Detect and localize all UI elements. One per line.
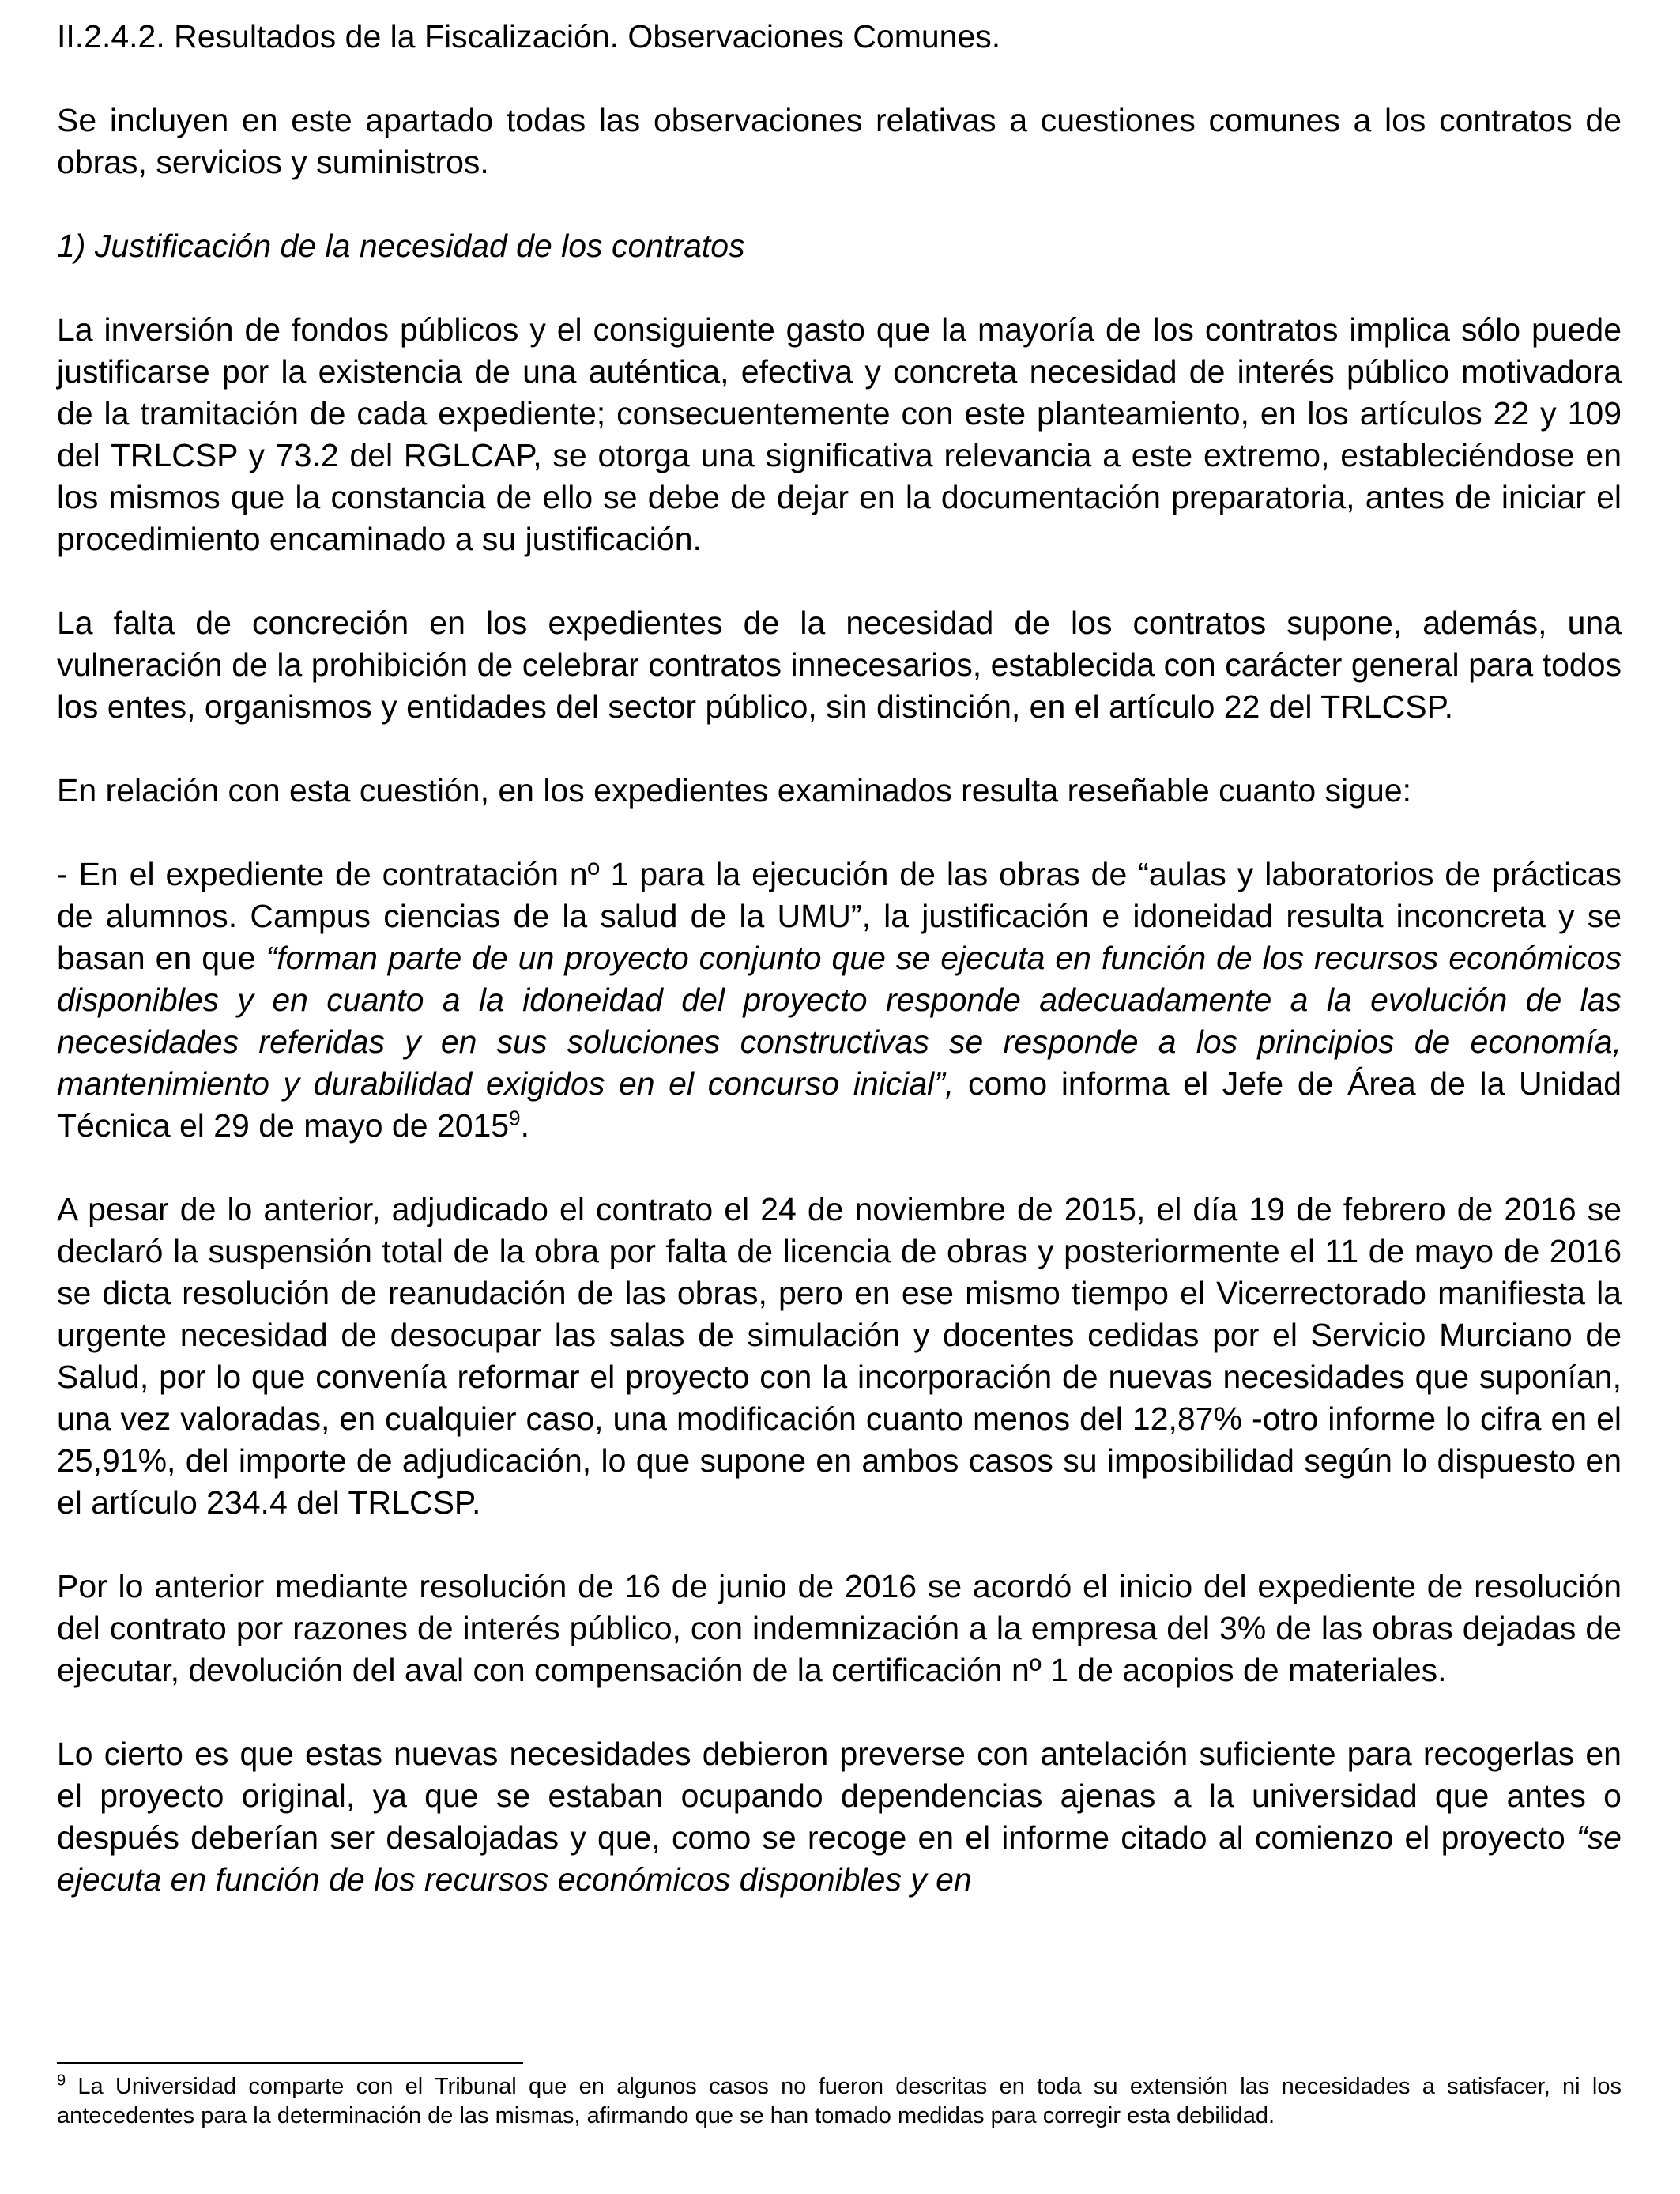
paragraph-4-lead: - En el expediente de contratación nº 1 para la ejecución de las obras de “aulas y laboratorios de prácticas de alumnos. Campus ciencias de la salud de la UMU”, la justificación e idoneidad resulta inconcreta y se basan en que [57, 856, 1622, 976]
paragraph-3: En relación con esta cuestión, en los expedientes examinados resulta reseñable cuanto sigue: [57, 772, 1411, 809]
paragraph-4-quote: “forman parte de un proyecto conjunto que se ejecuta en función de los recursos económicos disponibles y en cuanto a la idoneidad del proyecto responde adecuadamente a la evolución de las necesidades referidas y en sus soluciones constructivas se responde a los principios de economía, mantenimiento y durabilidad exigidos en el concurso inicial”, [57, 940, 1622, 1102]
paragraph-7 [57, 1733, 1622, 1901]
paragraph-5: A pesar de lo anterior, adjudicado el contrato el 24 de noviembre de 2015, el día 19 de febrero de 2016 se declaró la suspensión total de la obra por falta de licencia de obras y posteriormente el 11 de mayo de 2016 se dicta resolución de reanudación de las obras, pero en ese mismo tiempo el Vicerrectorado manifiesta la urgente necesidad de desocupar las salas de simulación y docentes cedidas por el Servicio Murciano de Salud, por lo que convenía reformar el proyecto con la incorporación de nuevas necesidades que suponían, una vez valoradas, en cualquier caso, una modificación cuanto menos del 12,87% -otro informe lo cifra en el 25,91%, del importe de adjudicación, lo que supone en ambos casos su imposibilidad según lo dispuesto en el artículo 234.4 del TRLCSP. [57, 1191, 1622, 1521]
paragraph-1: La inversión de fondos públicos y el consiguiente gasto que la mayoría de los contratos implica sólo puede justificarse por la existencia de una auténtica, efectiva y concreta necesidad de interés público motivadora de la tramitación de cada expediente; consecuentemente con este planteamiento, en los artículos 22 y 109 del TRLCSP y 73.2 del RGLCAP, se otorga una significativa relevancia a este extremo, estableciéndose en los mismos que la constancia de ello se debe de dejar en la documentación preparatoria, antes de iniciar el procedimiento encaminado a su justificación. [57, 311, 1622, 557]
subsection-title: 1) Justificación de la necesidad de los contratos [57, 228, 745, 264]
paragraph-7-lead: Lo cierto es que estas nuevas necesidades debieron preverse con antelación suficiente para recogerlas en el proyecto original, ya que se estaban ocupando dependencias ajenas a la universidad que antes o después deberían ser desalojadas y que, como se recoge en el informe citado al comienzo el proyecto [57, 1736, 1622, 1856]
footnote-divider [57, 2062, 523, 2064]
document-page [57, 16, 1622, 1901]
paragraph-4 [57, 854, 1622, 1147]
footnote-reference[interactable]: 9 [509, 1106, 521, 1130]
paragraph-6: Por lo anterior mediante resolución de 16 de junio de 2016 se acordó el inicio del expediente de resolución del contrato por razones de interés público, con indemnización a la empresa del 3% de las obras dejadas de ejecutar, devolución del aval con compensación de la certificación nº 1 de acopios de materiales. [57, 1568, 1622, 1688]
paragraph-4-end: . [520, 1107, 529, 1144]
footnote-number: 9 [57, 2071, 66, 2090]
paragraph-2: La falta de concreción en los expedientes de la necesidad de los contratos supone, además, una vulneración de la prohibición de celebrar contratos innecesarios, establecida con carácter general para todos los entes, organismos y entidades del sector público, sin distinción, en el artículo 22 del TRLCSP. [57, 605, 1622, 725]
footnote-text: La Universidad comparte con el Tribunal que en algunos casos no fueron descritas en toda su extensión las necesidades a satisfacer, ni los antecedentes para la determinación de las mismas, afirmando que se han tomado medidas para corregir esta debilidad. [57, 2074, 1622, 2128]
intro-paragraph: Se incluyen en este apartado todas las observaciones relativas a cuestiones comunes a los contratos de obras, servicios y suministros. [57, 102, 1622, 180]
paragraph-4-tail: como informa el Jefe de Área de la Unidad Técnica el 29 de mayo de 2015 [57, 1065, 1622, 1144]
footnote [57, 2072, 1622, 2131]
section-heading: II.2.4.2. Resultados de la Fiscalización. Observaciones Comunes. [57, 18, 1001, 55]
paragraph-7-quote: “se ejecuta en función de los recursos económicos disponibles y en [57, 1819, 1622, 1898]
